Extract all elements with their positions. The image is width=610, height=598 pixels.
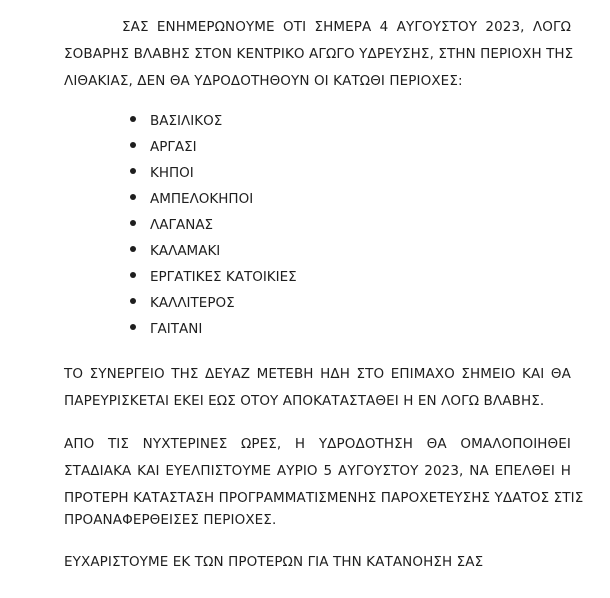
list-item: [130, 186, 297, 212]
restore-line-1: ΑΠΟ ΤΙΣ ΝΥΧΤΕΡΙΝΕΣ ΩΡΕΣ, Η ΥΔΡΟΔΟΤΗΣΗ ΘΑ ΟΜΑΛΟΠΟΙΗΘΕΙ: [64, 436, 571, 452]
area-name: ΕΡΓΑΤΙΚΕΣ ΚΑΤΟΙΚΙΕΣ: [150, 269, 297, 285]
list-item: [130, 134, 297, 160]
list-item: [130, 290, 297, 316]
crew-line-2: ΠΑΡΕΥΡΙΣΚΕΤΑΙ ΕΚΕΙ ΕΩΣ ΟΤΟΥ ΑΠΟΚΑΤΑΣΤΑΘΕΙ Η ΕΝ ΛΟΓΩ ΒΛΑΒΗΣ.: [64, 393, 545, 409]
area-name: ΒΑΣΙΛΙΚΟΣ: [150, 113, 223, 129]
area-name: ΛΑΓΑΝΑΣ: [150, 217, 214, 233]
bullet-icon: [130, 272, 136, 278]
bullet-icon: [130, 246, 136, 252]
intro-line-1: ΣΑΣ ΕΝΗΜΕΡΩΝΟΥΜΕ ΟΤΙ ΣΗΜΕΡΑ 4 ΑΥΓΟΥΣΤΟΥ 2023, ΛΟΓΩ: [122, 19, 571, 35]
area-name: ΚΗΠΟΙ: [150, 165, 194, 181]
restore-line-3: ΠΡΟΤΕΡΗ ΚΑΤΑΣΤΑΣΗ ΠΡΟΓΡΑΜΜΑΤΙΣΜΕΝΗΣ ΠΑΡΟΧΕΤΕΥΣΗΣ ΥΔΑΤΟΣ ΣΤΙΣ: [64, 490, 584, 506]
list-item: [130, 238, 297, 264]
bullet-icon: [130, 220, 136, 226]
bullet-icon: [130, 142, 136, 148]
intro-line-3: ΛΙΘΑΚΙΑΣ, ΔΕΝ ΘΑ ΥΔΡΟΔΟΤΗΘΟΥΝ ΟΙ ΚΑΤΩΘΙ ΠΕΡΙΟΧΕΣ:: [64, 73, 463, 89]
restore-line-2: ΣΤΑΔΙΑΚΑ ΚΑΙ ΕΥΕΛΠΙΣΤΟΥΜΕ ΑΥΡΙΟ 5 ΑΥΓΟΥΣΤΟΥ 2023, ΝΑ ΕΠΕΛΘΕΙ Η: [64, 463, 571, 479]
intro-line-2: ΣΟΒΑΡΗΣ ΒΛΑΒΗΣ ΣΤΟΝ ΚΕΝΤΡΙΚΟ ΑΓΩΓΟ ΥΔΡΕΥΣΗΣ, ΣΤΗΝ ΠΕΡΙΟΧΗ ΤΗΣ: [64, 46, 574, 62]
list-item: [130, 212, 297, 238]
area-name: ΑΡΓΑΣΙ: [150, 139, 197, 155]
list-item: [130, 108, 297, 134]
list-item: [130, 160, 297, 186]
list-item: [130, 264, 297, 290]
closing-line: ΕΥΧΑΡΙΣΤΟΥΜΕ ΕΚ ΤΩΝ ΠΡΟΤΕΡΩΝ ΓΙΑ ΤΗΝ ΚΑΤΑΝΟΗΣΗ ΣΑΣ: [64, 554, 484, 570]
bullet-icon: [130, 116, 136, 122]
area-name: ΚΑΛΛΙΤΕΡΟΣ: [150, 295, 235, 311]
list-item: [130, 316, 297, 342]
bullet-icon: [130, 298, 136, 304]
area-name: ΑΜΠΕΛΟΚΗΠΟΙ: [150, 191, 254, 207]
crew-line-1: ΤΟ ΣΥΝΕΡΓΕΙΟ ΤΗΣ ΔΕΥΑΖ ΜΕΤΕΒΗ ΗΔΗ ΣΤΟ ΕΠΙΜΑΧΟ ΣΗΜΕΙΟ ΚΑΙ ΘΑ: [64, 366, 571, 382]
bullet-icon: [130, 324, 136, 330]
area-name: ΚΑΛΑΜΑΚΙ: [150, 243, 221, 259]
area-name: ΓΑΙΤΑΝΙ: [150, 321, 203, 337]
bullet-icon: [130, 168, 136, 174]
affected-areas-list: [130, 108, 297, 342]
bullet-icon: [130, 194, 136, 200]
restore-line-4: ΠΡΟΑΝΑΦΕΡΘΕΙΣΕΣ ΠΕΡΙΟΧΕΣ.: [64, 512, 277, 528]
